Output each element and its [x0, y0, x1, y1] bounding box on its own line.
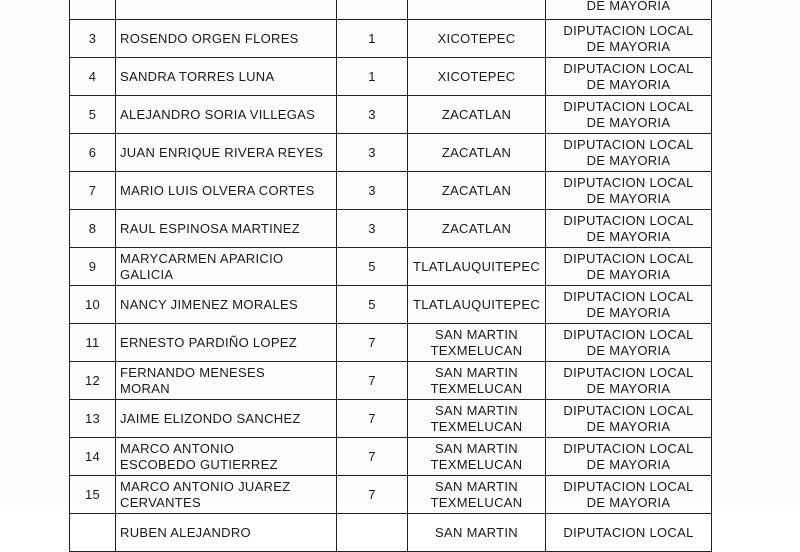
district-cell: 1 — [337, 20, 408, 58]
district-cell: 7 — [337, 400, 408, 438]
municipality-cell-line: ZACATLAN — [441, 106, 512, 122]
row-number-cell: 10 — [70, 286, 116, 324]
district-cell: 7 — [337, 324, 408, 362]
candidate-name-cell — [116, 172, 337, 210]
table-row — [70, 286, 712, 324]
table-row — [70, 438, 712, 476]
position-type-cell-line: DIPUTACION LOCAL — [563, 326, 694, 342]
district-cell: 7 — [337, 438, 408, 476]
position-type-cell-line: DE MAYORIA — [586, 228, 671, 244]
position-type-cell-line: DE MAYORIA — [586, 418, 671, 434]
candidate-name-cell — [116, 362, 337, 400]
municipality-cell — [408, 20, 546, 58]
row-number-cell: 12 — [70, 362, 116, 400]
position-type-cell — [546, 0, 712, 20]
table-row — [70, 172, 712, 210]
candidate-name-cell-line: CERVANTES — [120, 494, 201, 510]
municipality-cell-line: SAN MARTIN — [435, 440, 518, 456]
municipality-cell-line: SAN MARTIN — [435, 402, 518, 418]
position-type-cell — [546, 172, 712, 210]
table-row — [70, 96, 712, 134]
municipality-cell-line: SAN MARTIN — [435, 364, 518, 380]
candidate-name-cell — [116, 134, 337, 172]
table-row — [70, 362, 712, 400]
position-type-cell-line: DIPUTACION LOCAL — [563, 524, 694, 540]
table-row — [70, 134, 712, 172]
position-type-cell-line: DIPUTACION LOCAL — [563, 364, 694, 380]
candidate-name-cell-line: JAIME ELIZONDO SANCHEZ — [120, 410, 301, 426]
position-type-cell-line: DIPUTACION LOCAL — [563, 478, 694, 494]
candidate-name-cell-line: MARCO ANTONIO — [120, 440, 235, 456]
candidate-name-cell — [116, 58, 337, 96]
candidate-name-cell-line: NANCY JIMENEZ MORALES — [120, 296, 298, 312]
position-type-cell-line: DIPUTACION LOCAL — [563, 174, 694, 190]
row-number-cell: 15 — [70, 476, 116, 514]
district-cell: 3 — [337, 210, 408, 248]
table-row — [70, 20, 712, 58]
candidate-name-cell — [116, 514, 337, 552]
municipality-cell-line: SAN MARTIN — [435, 478, 518, 494]
municipality-cell — [408, 210, 546, 248]
municipality-cell — [408, 324, 546, 362]
row-number-cell: 7 — [70, 172, 116, 210]
position-type-cell-line: DIPUTACION LOCAL — [563, 402, 694, 418]
municipality-cell-line: TEXMELUCAN — [430, 418, 523, 434]
candidate-name-cell — [116, 210, 337, 248]
position-type-cell — [546, 248, 712, 286]
row-number-cell: 13 — [70, 400, 116, 438]
position-type-cell-line: DIPUTACION LOCAL — [563, 60, 694, 76]
row-number-cell: 6 — [70, 134, 116, 172]
candidate-name-cell-line: RUBEN ALEJANDRO — [120, 524, 251, 540]
district-cell: 7 — [337, 476, 408, 514]
municipality-cell — [408, 58, 546, 96]
candidate-name-cell-line: ROSENDO ORGEN FLORES — [120, 30, 299, 46]
municipality-cell — [408, 286, 546, 324]
candidate-name-cell-line: GALICIA — [120, 266, 174, 282]
position-type-cell-line: DIPUTACION LOCAL — [563, 440, 694, 456]
position-type-cell-line: DE MAYORIA — [586, 380, 671, 396]
candidate-name-cell-line: MARYCARMEN APARICIO — [120, 250, 284, 266]
candidate-name-cell-line: JUAN ENRIQUE RIVERA REYES — [120, 144, 324, 160]
position-type-cell-line: DE MAYORIA — [586, 494, 671, 510]
municipality-cell-line: TEXMELUCAN — [430, 456, 523, 472]
position-type-cell — [546, 476, 712, 514]
position-type-cell-line: DE MAYORIA — [586, 152, 671, 168]
row-number-cell: 3 — [70, 20, 116, 58]
row-number-cell — [70, 514, 116, 552]
row-number-cell: 9 — [70, 248, 116, 286]
candidate-name-cell — [116, 0, 337, 20]
candidate-name-cell-line: FERNANDO MENESES — [120, 364, 265, 380]
municipality-cell-line: XICOTEPEC — [437, 30, 516, 46]
candidate-name-cell-line: SANDRA TORRES LUNA — [120, 68, 275, 84]
position-type-cell-line: DE MAYORIA — [586, 0, 671, 13]
municipality-cell-line: TLATLAUQUITEPEC — [412, 296, 541, 312]
municipality-cell — [408, 96, 546, 134]
candidate-name-cell-line: MARIO LUIS OLVERA CORTES — [120, 182, 315, 198]
candidate-name-cell-line: ERNESTO PARDIÑO LOPEZ — [120, 334, 298, 350]
row-number-cell: 14 — [70, 438, 116, 476]
district-cell — [337, 0, 408, 20]
position-type-cell — [546, 438, 712, 476]
municipality-cell-line: TEXMELUCAN — [430, 342, 523, 358]
position-type-cell — [546, 210, 712, 248]
candidate-name-cell — [116, 96, 337, 134]
municipality-cell — [408, 248, 546, 286]
candidate-name-cell-line: RAUL ESPINOSA MARTINEZ — [120, 220, 300, 236]
position-type-cell-line: DE MAYORIA — [586, 190, 671, 206]
district-cell: 1 — [337, 58, 408, 96]
row-number-cell: 5 — [70, 96, 116, 134]
table-body — [70, 0, 712, 552]
position-type-cell-line: DIPUTACION LOCAL — [563, 98, 694, 114]
position-type-cell — [546, 20, 712, 58]
table-row — [70, 514, 712, 552]
position-type-cell-line: DIPUTACION LOCAL — [563, 136, 694, 152]
candidate-name-cell — [116, 476, 337, 514]
municipality-cell — [408, 514, 546, 552]
position-type-cell-line: DIPUTACION LOCAL — [563, 22, 694, 38]
municipality-cell-line: SAN MARTIN — [435, 326, 518, 342]
candidate-name-cell — [116, 248, 337, 286]
table-row — [70, 476, 712, 514]
municipality-cell-line: TLATLAUQUITEPEC — [412, 258, 541, 274]
municipality-cell-line: TEXMELUCAN — [430, 494, 523, 510]
row-number-cell: 4 — [70, 58, 116, 96]
position-type-cell-line: DE MAYORIA — [586, 266, 671, 282]
district-cell: 3 — [337, 172, 408, 210]
candidate-name-cell-line: MARCO ANTONIO JUAREZ — [120, 478, 291, 494]
district-cell: 7 — [337, 362, 408, 400]
municipality-cell — [408, 438, 546, 476]
candidate-name-cell-line: ALEJANDRO SORIA VILLEGAS — [120, 106, 316, 122]
district-cell: 3 — [337, 96, 408, 134]
position-type-cell-line: DIPUTACION LOCAL — [563, 288, 694, 304]
candidate-name-cell — [116, 438, 337, 476]
position-type-cell-line: DE MAYORIA — [586, 342, 671, 358]
municipality-cell — [408, 362, 546, 400]
municipality-cell — [408, 134, 546, 172]
municipality-cell — [408, 400, 546, 438]
district-cell: 3 — [337, 134, 408, 172]
municipality-cell — [408, 476, 546, 514]
position-type-cell — [546, 514, 712, 552]
position-type-cell-line: DE MAYORIA — [586, 114, 671, 130]
position-type-cell-line: DIPUTACION LOCAL — [563, 250, 694, 266]
candidate-name-cell — [116, 400, 337, 438]
candidates-table — [69, 0, 712, 552]
municipality-cell — [408, 0, 546, 20]
position-type-cell-line: DE MAYORIA — [586, 38, 671, 54]
table-row — [70, 400, 712, 438]
position-type-cell-line: DIPUTACION LOCAL — [563, 212, 694, 228]
candidate-name-cell — [116, 324, 337, 362]
municipality-cell-line: SAN MARTIN — [435, 524, 518, 540]
municipality-cell — [408, 172, 546, 210]
position-type-cell — [546, 286, 712, 324]
row-number-cell: 8 — [70, 210, 116, 248]
district-cell: 5 — [337, 248, 408, 286]
candidate-name-cell-line: ESCOBEDO GUTIERREZ — [120, 456, 278, 472]
row-number-cell — [70, 0, 116, 20]
candidate-name-cell — [116, 286, 337, 324]
position-type-cell — [546, 58, 712, 96]
table-row — [70, 210, 712, 248]
municipality-cell-line: TEXMELUCAN — [430, 380, 523, 396]
candidate-name-cell — [116, 20, 337, 58]
candidate-name-cell-line: MORAN — [120, 380, 170, 396]
district-cell — [337, 514, 408, 552]
position-type-cell — [546, 96, 712, 134]
position-type-cell — [546, 324, 712, 362]
municipality-cell-line: XICOTEPEC — [437, 68, 516, 84]
position-type-cell-line: DE MAYORIA — [586, 456, 671, 472]
position-type-cell-line: DE MAYORIA — [586, 76, 671, 92]
position-type-cell — [546, 362, 712, 400]
position-type-cell-line: DE MAYORIA — [586, 304, 671, 320]
table-row — [70, 58, 712, 96]
municipality-cell-line: ZACATLAN — [441, 182, 512, 198]
district-cell: 5 — [337, 286, 408, 324]
table-row — [70, 248, 712, 286]
row-number-cell: 11 — [70, 324, 116, 362]
table-row — [70, 324, 712, 362]
municipality-cell-line: ZACATLAN — [441, 220, 512, 236]
position-type-cell — [546, 134, 712, 172]
table-row — [70, 0, 712, 20]
position-type-cell — [546, 400, 712, 438]
municipality-cell-line: ZACATLAN — [441, 144, 512, 160]
